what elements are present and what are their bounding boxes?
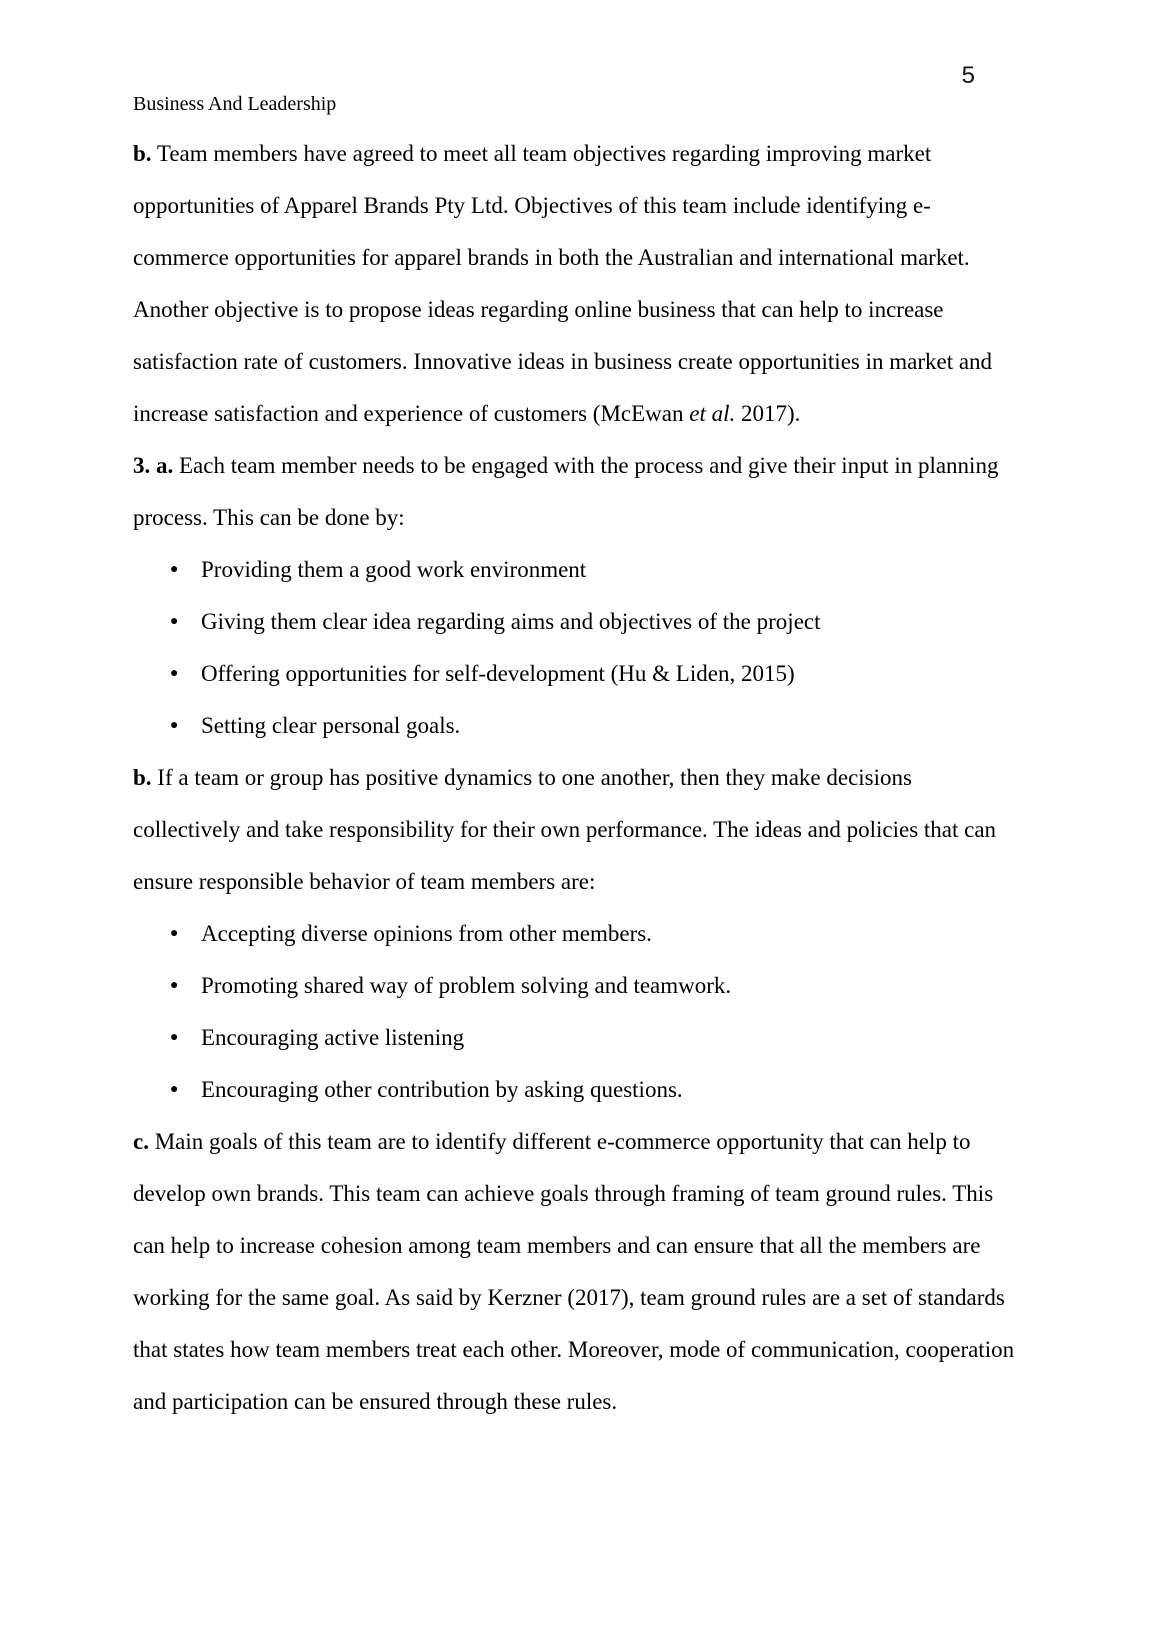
bullet-icon: ● <box>170 614 179 629</box>
bullet-icon: ● <box>170 562 179 577</box>
list-item <box>133 648 1019 700</box>
paragraph-b1-text: Team members have agreed to meet all team objectives regarding improving market opportunities of Apparel Brands Pty Ltd. Objectives of this team include identifying e-commerce opportunities for apparel brands in both the Australian and international market. Another objective is to propose ideas regarding online business that can help to increase satisfaction rate of customers. Innovative ideas in business create opportunities in market and increase satisfaction and experience of customers (McEwan <box>133 141 993 426</box>
paragraph-3a-text: Each team member needs to be engaged with the process and give their input in planning process. This can be done by: <box>133 453 999 530</box>
bullet-icon: ● <box>170 926 179 941</box>
bullet-icon: ● <box>170 666 179 681</box>
list-item <box>133 700 1019 752</box>
document-body <box>133 128 1019 1428</box>
list-item-text: Providing them a good work environment <box>201 557 587 582</box>
paragraph-b2-text: If a team or group has positive dynamics to one another, then they make decisions collectively and take responsibility for their own performance. The ideas and policies that can ensure responsible behavior of team members are: <box>133 765 997 894</box>
list-item-text: Encouraging active listening <box>201 1025 465 1050</box>
paragraph-b2-lead: b. <box>133 765 152 790</box>
paragraph-c-text: Main goals of this team are to identify different e-commerce opportunity that can help to develop own brands. This team can achieve goals through framing of team ground rules. This can help to increase cohesion among team members and can ensure that all the members are working for the same goal. As said by Kerzner (2017), team ground rules are a set of standards that states how team members treat each other. Moreover, mode of communication, cooperation and participation can be ensured through these rules. <box>133 1129 1015 1414</box>
paragraph-b1 <box>133 128 1019 440</box>
paragraph-3a <box>133 440 1019 544</box>
list-item-text: Promoting shared way of problem solving and teamwork. <box>201 973 732 998</box>
paragraph-3a-lead: 3. a. <box>133 453 174 478</box>
list-item <box>133 544 1019 596</box>
paragraph-c <box>133 1116 1019 1428</box>
list-item-text: Accepting diverse opinions from other members. <box>201 921 652 946</box>
paragraph-b1-text-after: 2017). <box>735 401 801 426</box>
list-item-text: Setting clear personal goals. <box>201 713 461 738</box>
list-item <box>133 1012 1019 1064</box>
list-item <box>133 960 1019 1012</box>
list-item <box>133 596 1019 648</box>
paragraph-c-lead: c. <box>133 1129 149 1154</box>
list-item <box>133 908 1019 960</box>
running-header: Business And Leadership <box>133 93 337 115</box>
list-item <box>133 1064 1019 1116</box>
bullet-list-3a <box>133 544 1019 752</box>
paragraph-b1-lead: b. <box>133 141 152 166</box>
bullet-icon: ● <box>170 1082 179 1097</box>
bullet-icon: ● <box>170 718 179 733</box>
bullet-list-b2 <box>133 908 1019 1116</box>
list-item-text: Giving them clear idea regarding aims and objectives of the project <box>201 609 821 634</box>
list-item-text: Offering opportunities for self-development (Hu & Liden, 2015) <box>201 661 795 686</box>
page-number: 5 <box>961 62 975 89</box>
list-item-text: Encouraging other contribution by asking questions. <box>201 1077 683 1102</box>
bullet-icon: ● <box>170 978 179 993</box>
paragraph-b2 <box>133 752 1019 908</box>
bullet-icon: ● <box>170 1030 179 1045</box>
citation-italic: et al. <box>689 401 736 426</box>
